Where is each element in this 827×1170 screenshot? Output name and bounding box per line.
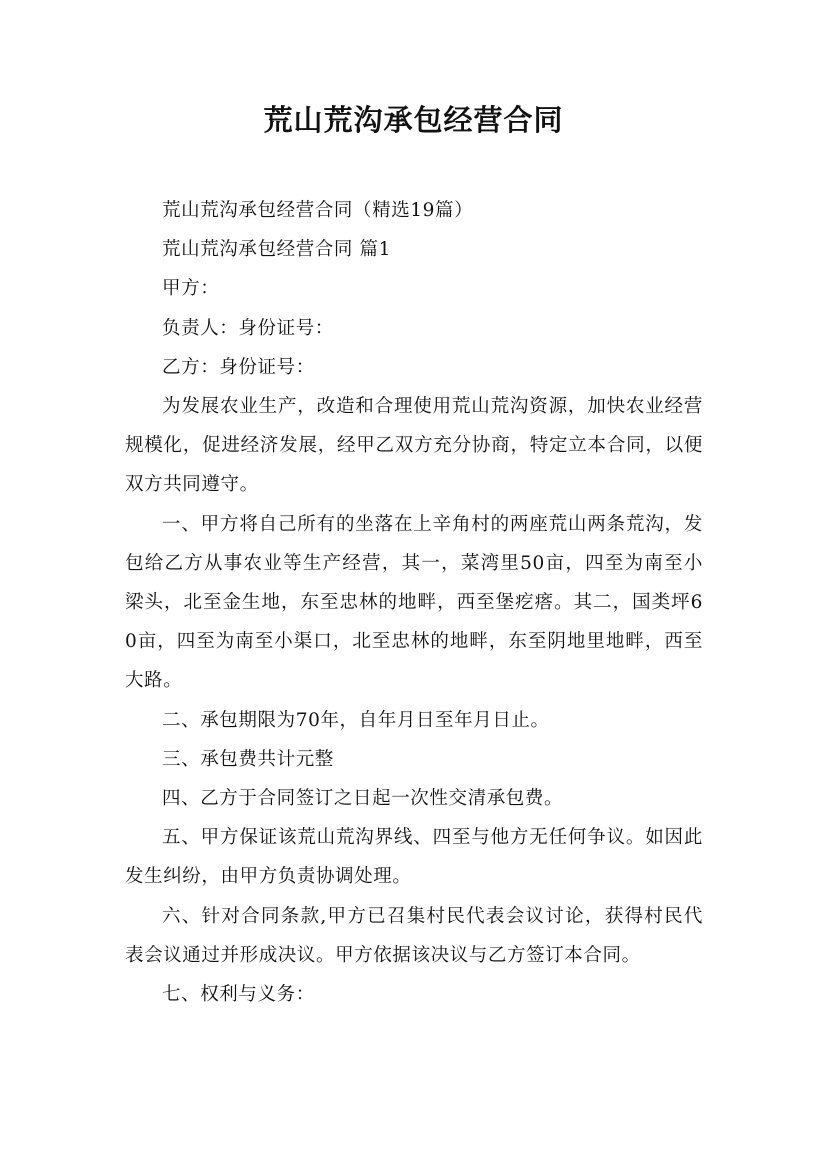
- section-heading: 荒山荒沟承包经营合同 篇1: [162, 239, 391, 261]
- clause-7: 七、权利与义务：: [162, 984, 315, 1006]
- clause-3: 三、承包费共计元整: [162, 748, 334, 770]
- party-a-line: 甲方：: [162, 278, 220, 300]
- party-b-line: 乙方：身份证号：: [162, 356, 315, 378]
- subtitle-paragraph: 荒山荒沟承包经营合同（精选19篇）: [162, 200, 474, 221]
- clause-4: 四、乙方于合同签订之日起一次性交清承包费。: [162, 788, 564, 810]
- document-body: [125, 191, 703, 1014]
- responsible-person-line: 负责人：身份证号：: [162, 317, 334, 339]
- clause-5: 五、甲方保证该荒山荒沟界线、四至与他方无任何争议。如因此发生纠纷，由甲方负责协调处理。: [125, 827, 703, 888]
- clause-1: 一、甲方将自己所有的坐落在上辛角村的两座荒山两条荒沟，发包给乙方从事农业等生产经营，其一，菜湾里50亩，四至为南至小梁头，北至金生地，东至忠林的地畔，西至堡疙瘩。其二，国类坪60亩，四至为南至小渠口，北至忠林的地畔，东至阴地里地畔，西至大路。: [125, 513, 703, 692]
- preamble-paragraph: 为发展农业生产，改造和合理使用荒山荒沟资源，加快农业经营规模化，促进经济发展，经甲乙双方充分协商，特定立本合同，以便双方共同遵守。: [125, 396, 703, 496]
- clause-2: 二、承包期限为70年，自年月日至年月日止。: [162, 709, 550, 731]
- document-title: 荒山荒沟承包经营合同: [263, 103, 564, 137]
- clause-6: 六、针对合同条款,甲方已召集村民代表会议讨论，获得村民代表会议通过并形成决议。甲方依据该决议与乙方签订本合同。: [125, 905, 703, 966]
